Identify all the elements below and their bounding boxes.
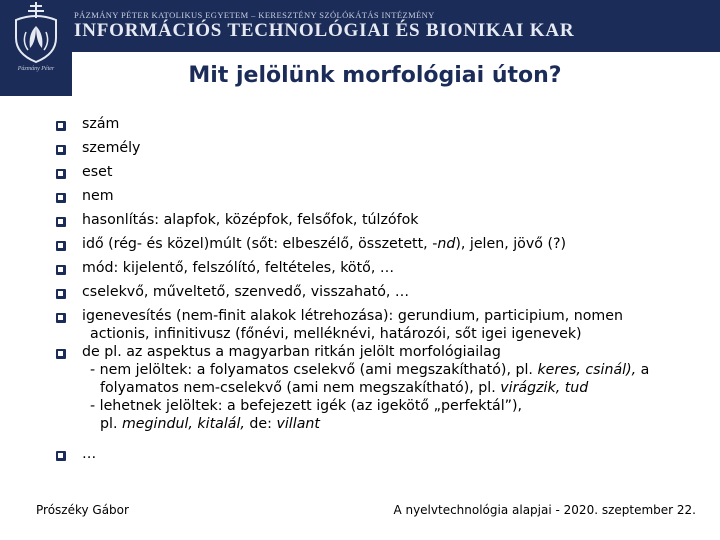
list-item: szám [82, 116, 120, 132]
sub-item-emphasis: virágzik, tud [500, 380, 589, 396]
list-item: hasonlítás: alapfok, középfok, felsőfok, túlzófok [82, 212, 419, 228]
bullet-checkbox-icon [56, 169, 66, 179]
crest-panel [0, 0, 72, 96]
slide-title: Mit jelölünk morfológiai úton? [188, 63, 562, 88]
sub-item-text: pl. [100, 416, 122, 432]
faculty-name: INFORMÁCIÓS TECHNOLÓGIAI ÉS BIONIKAI KAR [74, 20, 575, 41]
sub-item: - lehetnek jelöltek: a befejezett igék (az igekötő „perfektál”), [90, 398, 523, 414]
university-name: PÁZMÁNY PÉTER KATOLIKUS EGYETEM – KERESZTÉNY SZÓLÓKÁTÁS INTÉZMÉNY [74, 10, 435, 20]
list-item: igenevesítés (nem-finit alakok létrehozása): gerundium, participium, nomen [82, 308, 623, 324]
list-item [82, 235, 566, 253]
list-item: cselekvő, műveltető, szenvedő, visszaható, … [82, 284, 410, 300]
list-item-emphasis: nd [437, 236, 456, 252]
list-item: de pl. az aspektus a magyarban ritkán jelölt morfológiailag [82, 344, 501, 360]
list-item: … [82, 446, 97, 462]
bullet-checkbox-icon [56, 193, 66, 203]
list-item-text: ), jelen, jövő (?) [455, 236, 567, 252]
footer-author: Prószéky Gábor [36, 503, 129, 517]
sub-item-text: de: [244, 416, 277, 432]
list-item-continuation: actionis, infinitivusz (főnévi, melléknévi, határozói, sőt igei igenevek) [90, 326, 582, 342]
sub-item-continuation [100, 415, 320, 433]
list-item-text: idő (rég- és közel)múlt (sőt: elbeszélő, összetett, - [82, 236, 438, 252]
bullet-checkbox-icon [56, 289, 66, 299]
sub-item-emphasis: villant [276, 416, 320, 432]
sub-item-text: a [636, 362, 650, 378]
bullet-checkbox-icon [56, 241, 66, 251]
bullet-checkbox-icon [56, 313, 66, 323]
sub-item-continuation [100, 379, 588, 397]
bullet-checkbox-icon [56, 451, 66, 461]
crest-caption: Pázmány Péter [17, 66, 55, 72]
bullet-checkbox-icon [56, 349, 66, 359]
sub-item-emphasis: keres, csinál), [537, 362, 637, 378]
bullet-checkbox-icon [56, 265, 66, 275]
sub-item-text: - nem jelöltek: a folyamatos cselekvő (ami megszakítható), pl. [90, 362, 538, 378]
sub-item-emphasis: megindul, kitalál, [121, 416, 245, 432]
list-item: eset [82, 164, 113, 180]
list-item: nem [82, 188, 114, 204]
bullet-checkbox-icon [56, 121, 66, 131]
university-crest-icon [4, 2, 68, 66]
list-item: személy [82, 140, 141, 156]
sub-item [90, 361, 649, 379]
sub-item-text: folyamatos nem-cselekvő (ami nem megszakítható), pl. [100, 380, 501, 396]
bullet-checkbox-icon [56, 145, 66, 155]
footer-course: A nyelvtechnológia alapjai - 2020. szeptember 22. [393, 503, 696, 517]
bullet-checkbox-icon [56, 217, 66, 227]
list-item: mód: kijelentő, felszólító, feltételes, kötő, … [82, 260, 395, 276]
header-banner [0, 0, 720, 52]
